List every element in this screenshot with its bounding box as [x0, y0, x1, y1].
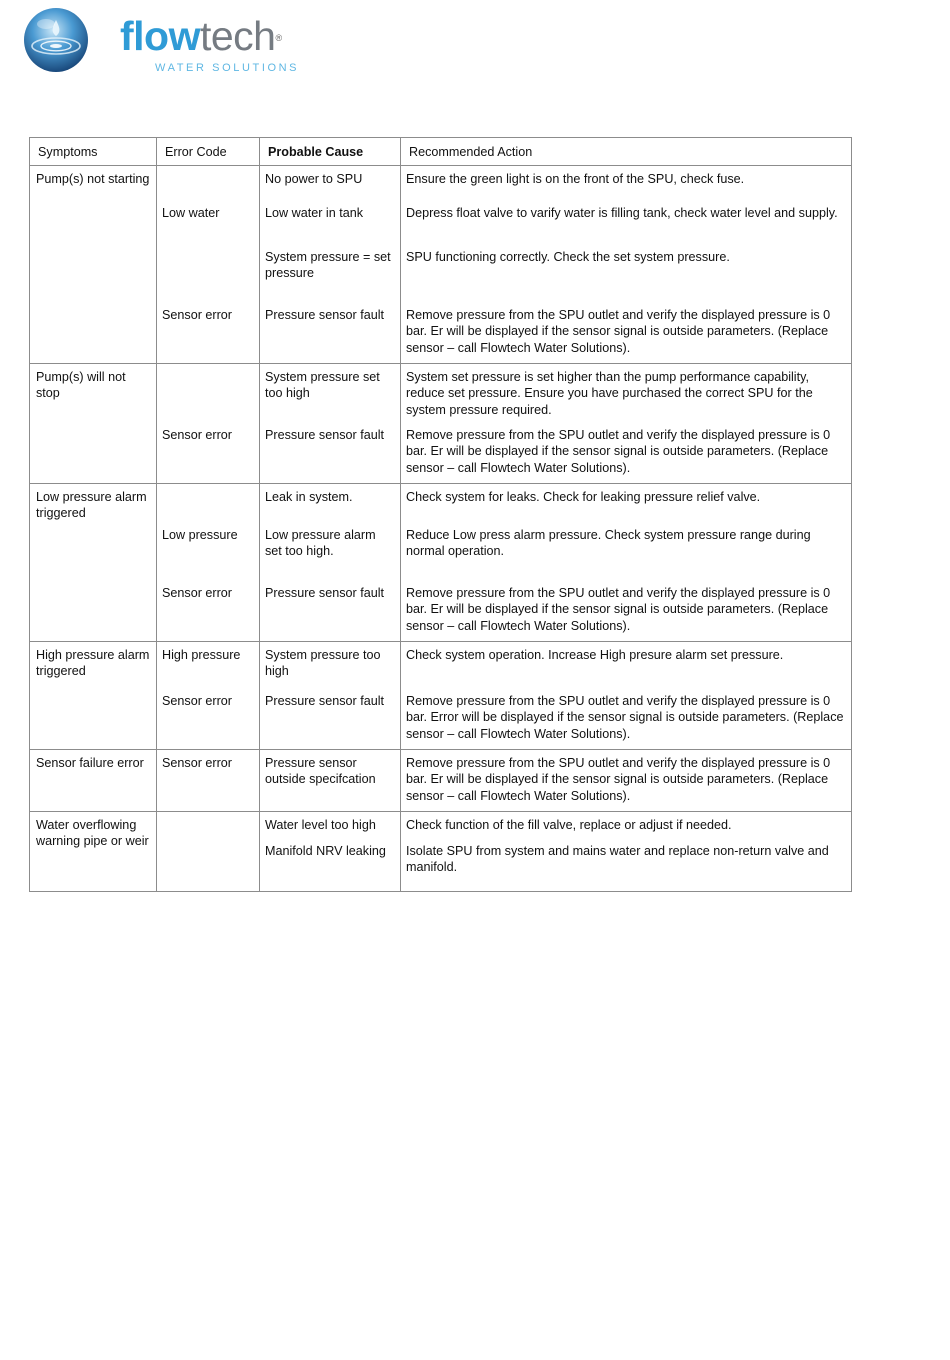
recommended-action-cell	[401, 750, 852, 812]
error-code-text	[162, 489, 254, 527]
probable-cause-cell	[260, 750, 401, 812]
error-code-text	[162, 817, 254, 843]
error-code-text: Sensor error	[162, 586, 232, 600]
recommended-action-text: Remove pressure from the SPU outlet and verify the displayed pressure is 0 bar. Er will be displayed if the sensor signal is outside parameters. (Replace sensor – call Flowtech Water Solutions).	[406, 586, 831, 633]
recommended-action-text: SPU functioning correctly. Check the set system pressure.	[406, 250, 730, 264]
symptom-cell: Pump(s) will not stop	[30, 364, 157, 484]
brand-name-tech: tech	[199, 13, 276, 59]
error-code-text	[162, 369, 254, 427]
error-code-text: High pressure	[162, 648, 241, 662]
table-row	[30, 364, 852, 484]
recommended-action-cell	[401, 364, 852, 484]
probable-cause-text: Water level too high	[265, 818, 376, 832]
symptom-cell: Water overflowing warning pipe or weir	[30, 812, 157, 892]
error-code-text: Sensor error	[162, 308, 232, 322]
probable-cause-cell	[260, 364, 401, 484]
recommended-action-text: Ensure the green light is on the front of the SPU, check fuse.	[406, 172, 745, 186]
brand-tagline: WATER SOLUTIONS	[155, 62, 300, 74]
header-recommended-action: Recommended Action	[401, 138, 852, 166]
error-code-text	[162, 249, 254, 307]
table-row	[30, 642, 852, 750]
recommended-action-text: Depress float valve to varify water is filling tank, check water level and supply.	[406, 206, 838, 220]
probable-cause-cell	[260, 642, 401, 750]
header-error-code: Error Code	[157, 138, 260, 166]
table-row	[30, 812, 852, 892]
recommended-action-text: Check system for leaks. Check for leaking pressure relief valve.	[406, 490, 761, 504]
recommended-action-cell	[401, 484, 852, 642]
probable-cause-text: Pressure sensor fault	[265, 308, 384, 322]
brand-name-flow: flow	[120, 13, 200, 59]
probable-cause-text: System pressure = set pressure	[265, 250, 391, 281]
probable-cause-text: System pressure too high	[265, 648, 381, 679]
brand-wordmark	[120, 14, 282, 58]
error-code-cell	[157, 484, 260, 642]
brand-logo	[22, 6, 322, 78]
recommended-action-text: Remove pressure from the SPU outlet and verify the displayed pressure is 0 bar. Er will be displayed if the sensor signal is outside parameters. (Replace sensor – call Flowtech Water Solutions).	[406, 308, 831, 355]
error-code-text: Sensor error	[162, 756, 232, 770]
probable-cause-cell	[260, 812, 401, 892]
error-code-cell	[157, 642, 260, 750]
error-code-text: Sensor error	[162, 694, 232, 708]
recommended-action-text: Remove pressure from the SPU outlet and verify the displayed pressure is 0 bar. Er will be displayed if the sensor signal is outside parameters. (Replace sensor – call Flowtech Water Solutions).	[406, 756, 831, 803]
probable-cause-text: Pressure sensor fault	[265, 694, 384, 708]
probable-cause-cell	[260, 166, 401, 364]
water-drop-ripple-icon	[22, 6, 90, 74]
error-code-text: Low water	[162, 206, 220, 220]
header-probable-cause: Probable Cause	[260, 138, 401, 166]
recommended-action-text: Remove pressure from the SPU outlet and verify the displayed pressure is 0 bar. Error will be displayed if the sensor signal is outside parameters. (Replace sensor – call Flowtech Water Solutions).	[406, 694, 844, 741]
probable-cause-text: Manifold NRV leaking	[265, 844, 386, 858]
recommended-action-cell	[401, 166, 852, 364]
recommended-action-cell	[401, 812, 852, 892]
symptom-cell: Sensor failure error	[30, 750, 157, 812]
probable-cause-text: Pressure sensor outside specifcation	[265, 756, 376, 787]
error-code-text: Sensor error	[162, 428, 232, 442]
symptom-cell: High pressure alarm triggered	[30, 642, 157, 750]
error-code-cell	[157, 750, 260, 812]
symptom-cell: Low pressure alarm triggered	[30, 484, 157, 642]
recommended-action-text: Remove pressure from the SPU outlet and verify the displayed pressure is 0 bar. Er will be displayed if the sensor signal is outside parameters. (Replace sensor – call Flowtech Water Solutions).	[406, 428, 831, 475]
recommended-action-text: Check function of the fill valve, replace or adjust if needed.	[406, 818, 732, 832]
probable-cause-cell	[260, 484, 401, 642]
error-code-cell	[157, 364, 260, 484]
table-row	[30, 166, 852, 364]
recommended-action-text: Check system operation. Increase High presure alarm set pressure.	[406, 648, 784, 662]
recommended-action-text: Reduce Low press alarm pressure. Check system pressure range during normal operation.	[406, 528, 811, 559]
error-code-cell	[157, 812, 260, 892]
probable-cause-text: Pressure sensor fault	[265, 586, 384, 600]
registered-mark: ®	[275, 33, 282, 43]
table-row	[30, 484, 852, 642]
header-symptoms: Symptoms	[30, 138, 157, 166]
troubleshooting-table	[29, 137, 851, 892]
error-code-cell	[157, 166, 260, 364]
error-code-text	[162, 171, 254, 205]
probable-cause-text: Pressure sensor fault	[265, 428, 384, 442]
table-body	[30, 166, 852, 892]
error-code-text	[162, 843, 254, 887]
symptom-cell: Pump(s) not starting	[30, 166, 157, 364]
recommended-action-text: System set pressure is set higher than the pump performance capability, reduce set pressure. Ensure you have purchased the correct SPU for the system pressure required.	[406, 370, 813, 417]
probable-cause-text: Low water in tank	[265, 206, 364, 220]
recommended-action-cell	[401, 642, 852, 750]
probable-cause-text: No power to SPU	[265, 172, 363, 186]
probable-cause-text: Low pressure alarm set too high.	[265, 528, 376, 559]
probable-cause-text: System pressure set too high	[265, 370, 380, 401]
table-header-row	[30, 138, 852, 166]
probable-cause-text: Leak in system.	[265, 490, 353, 504]
recommended-action-text: Isolate SPU from system and mains water and replace non-return valve and manifold.	[406, 844, 829, 875]
error-code-text: Low pressure	[162, 528, 238, 542]
table-row	[30, 750, 852, 812]
